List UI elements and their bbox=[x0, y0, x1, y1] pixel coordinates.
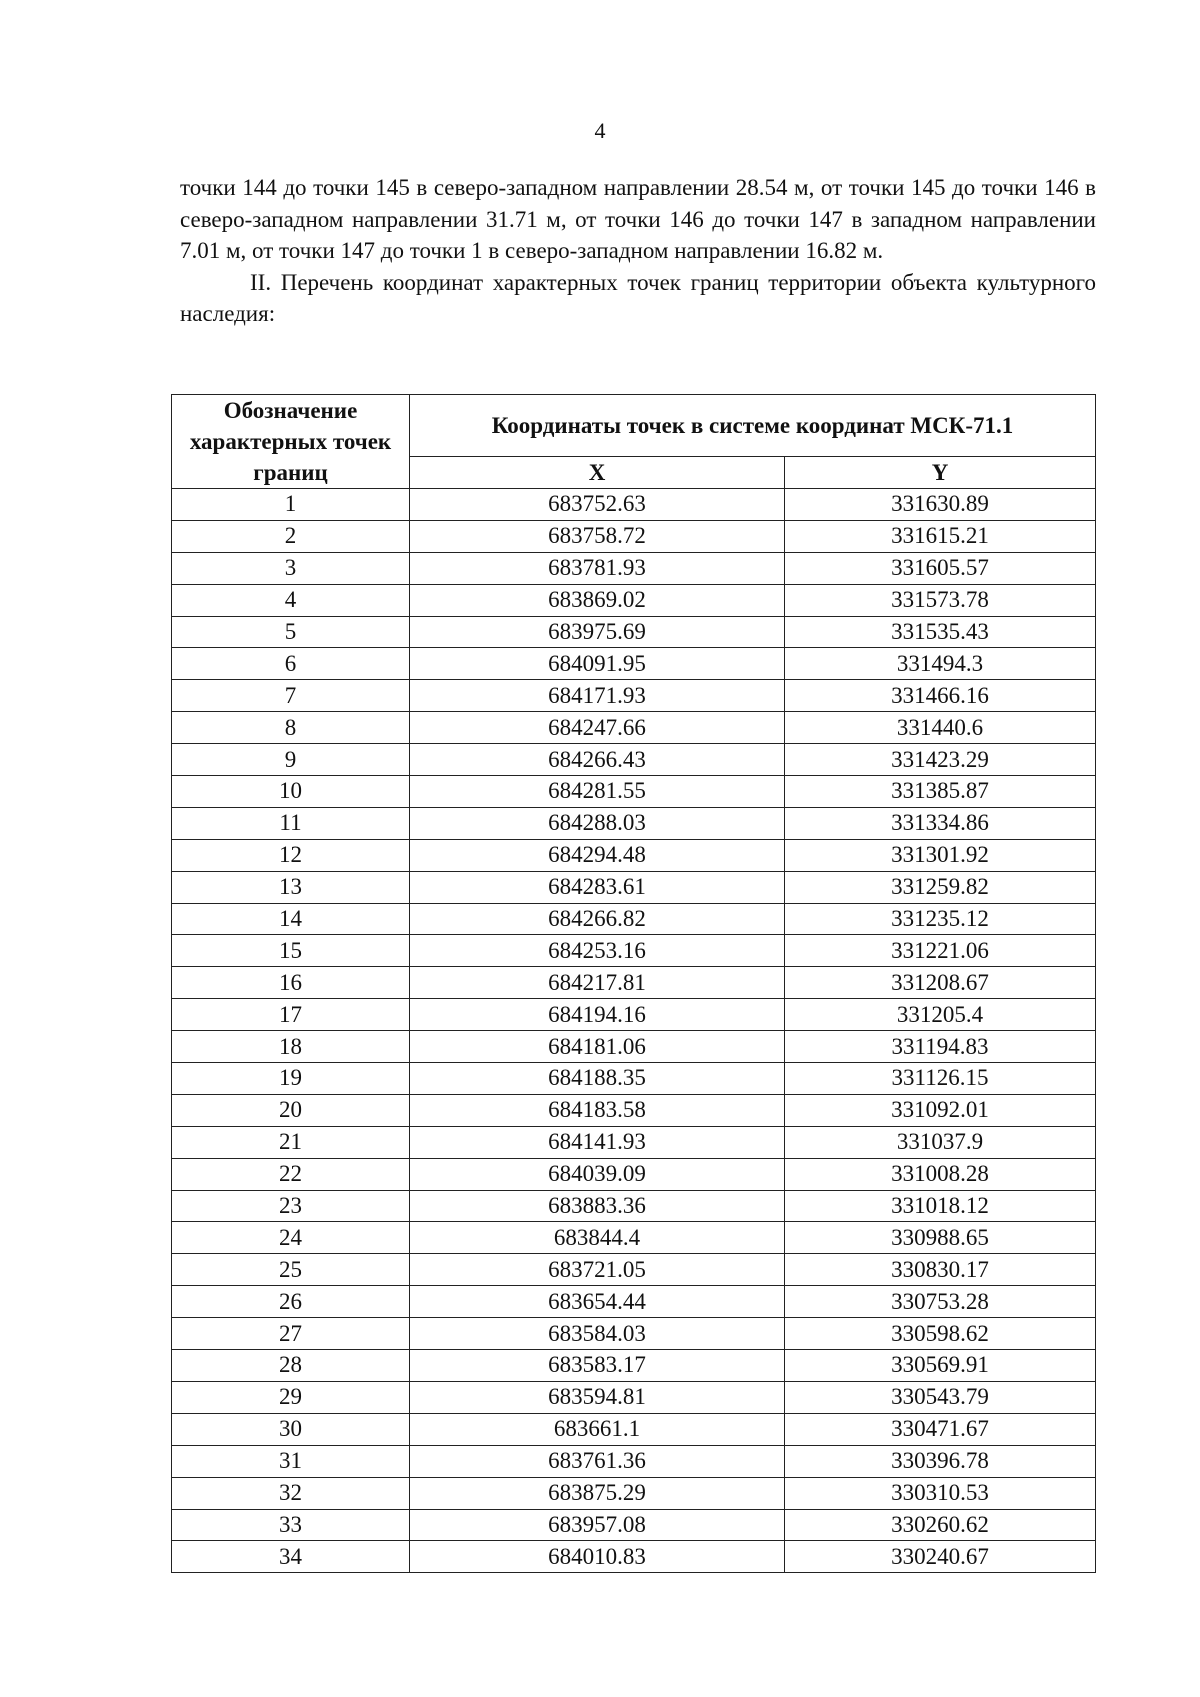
table-row bbox=[172, 839, 1096, 871]
cell-y: 331440.6 bbox=[785, 712, 1096, 744]
cell-y: 330753.28 bbox=[785, 1286, 1096, 1318]
cell-y: 331235.12 bbox=[785, 903, 1096, 935]
cell-y: 330310.53 bbox=[785, 1477, 1096, 1509]
cell-x: 684183.58 bbox=[410, 1094, 785, 1126]
cell-point-number: 34 bbox=[172, 1541, 410, 1573]
table-row bbox=[172, 744, 1096, 776]
intro-paragraph: точки 144 до точки 145 в северо-западном направлении 28.54 м, от точки 145 до точки 146 в северо-западном направлении 31.71 м, от точки 146 до точки 147 в западном направлении 7.01 м, от точки 147 до точки 1 в северо-западном направлении 16.82 м. bbox=[180, 175, 1096, 263]
cell-point-number: 11 bbox=[172, 807, 410, 839]
table-row bbox=[172, 1286, 1096, 1318]
table-row bbox=[172, 903, 1096, 935]
cell-y: 330569.91 bbox=[785, 1350, 1096, 1382]
cell-y: 330988.65 bbox=[785, 1222, 1096, 1254]
cell-x: 683721.05 bbox=[410, 1254, 785, 1286]
table-row bbox=[172, 1126, 1096, 1158]
table-row bbox=[172, 1445, 1096, 1477]
table-row bbox=[172, 1413, 1096, 1445]
cell-x: 684188.35 bbox=[410, 1063, 785, 1095]
cell-x: 684194.16 bbox=[410, 999, 785, 1031]
table-body bbox=[172, 489, 1096, 1573]
cell-y: 331535.43 bbox=[785, 616, 1096, 648]
page-number: 4 bbox=[594, 118, 606, 143]
cell-y: 330260.62 bbox=[785, 1509, 1096, 1541]
table-row bbox=[172, 1190, 1096, 1222]
header-y: Y bbox=[785, 457, 1096, 489]
header-point-designation: Обозначение характерных точек границ bbox=[172, 395, 410, 489]
cell-point-number: 7 bbox=[172, 680, 410, 712]
cell-x: 683758.72 bbox=[410, 520, 785, 552]
table-row bbox=[172, 1318, 1096, 1350]
cell-point-number: 2 bbox=[172, 520, 410, 552]
cell-point-number: 33 bbox=[172, 1509, 410, 1541]
cell-y: 331615.21 bbox=[785, 520, 1096, 552]
cell-x: 684217.81 bbox=[410, 967, 785, 999]
cell-point-number: 28 bbox=[172, 1350, 410, 1382]
table-row bbox=[172, 1158, 1096, 1190]
table-row bbox=[172, 1222, 1096, 1254]
cell-point-number: 1 bbox=[172, 489, 410, 521]
cell-x: 684039.09 bbox=[410, 1158, 785, 1190]
cell-x: 684266.82 bbox=[410, 903, 785, 935]
table-row bbox=[172, 967, 1096, 999]
cell-y: 330830.17 bbox=[785, 1254, 1096, 1286]
cell-point-number: 22 bbox=[172, 1158, 410, 1190]
table-row bbox=[172, 1381, 1096, 1413]
cell-y: 330543.79 bbox=[785, 1381, 1096, 1413]
table-row bbox=[172, 776, 1096, 808]
cell-x: 683594.81 bbox=[410, 1381, 785, 1413]
cell-point-number: 19 bbox=[172, 1063, 410, 1095]
cell-point-number: 18 bbox=[172, 1031, 410, 1063]
cell-point-number: 10 bbox=[172, 776, 410, 808]
table-row bbox=[172, 1541, 1096, 1573]
cell-y: 331334.86 bbox=[785, 807, 1096, 839]
cell-point-number: 27 bbox=[172, 1318, 410, 1350]
table-row bbox=[172, 648, 1096, 680]
cell-y: 331208.67 bbox=[785, 967, 1096, 999]
table-row bbox=[172, 871, 1096, 903]
cell-y: 331573.78 bbox=[785, 584, 1096, 616]
cell-point-number: 6 bbox=[172, 648, 410, 680]
table-row bbox=[172, 807, 1096, 839]
cell-y: 331205.4 bbox=[785, 999, 1096, 1031]
table-row bbox=[172, 935, 1096, 967]
cell-point-number: 20 bbox=[172, 1094, 410, 1126]
table-row bbox=[172, 1094, 1096, 1126]
cell-point-number: 3 bbox=[172, 552, 410, 584]
table-row bbox=[172, 489, 1096, 521]
table-row bbox=[172, 1477, 1096, 1509]
cell-point-number: 4 bbox=[172, 584, 410, 616]
cell-x: 683781.93 bbox=[410, 552, 785, 584]
cell-point-number: 5 bbox=[172, 616, 410, 648]
cell-point-number: 16 bbox=[172, 967, 410, 999]
cell-x: 684294.48 bbox=[410, 839, 785, 871]
cell-y: 331008.28 bbox=[785, 1158, 1096, 1190]
cell-y: 331018.12 bbox=[785, 1190, 1096, 1222]
cell-y: 331605.57 bbox=[785, 552, 1096, 584]
cell-point-number: 8 bbox=[172, 712, 410, 744]
cell-point-number: 9 bbox=[172, 744, 410, 776]
table-row bbox=[172, 999, 1096, 1031]
cell-x: 683752.63 bbox=[410, 489, 785, 521]
cell-x: 683883.36 bbox=[410, 1190, 785, 1222]
cell-y: 331092.01 bbox=[785, 1094, 1096, 1126]
cell-x: 683761.36 bbox=[410, 1445, 785, 1477]
cell-x: 683957.08 bbox=[410, 1509, 785, 1541]
cell-x: 683869.02 bbox=[410, 584, 785, 616]
cell-x: 684010.83 bbox=[410, 1541, 785, 1573]
table-row bbox=[172, 1254, 1096, 1286]
cell-point-number: 14 bbox=[172, 903, 410, 935]
cell-y: 331630.89 bbox=[785, 489, 1096, 521]
cell-x: 684171.93 bbox=[410, 680, 785, 712]
cell-point-number: 32 bbox=[172, 1477, 410, 1509]
cell-point-number: 15 bbox=[172, 935, 410, 967]
cell-point-number: 13 bbox=[172, 871, 410, 903]
cell-y: 331466.16 bbox=[785, 680, 1096, 712]
intro-text bbox=[180, 172, 1096, 330]
table-row bbox=[172, 520, 1096, 552]
cell-y: 331423.29 bbox=[785, 744, 1096, 776]
cell-x: 684181.06 bbox=[410, 1031, 785, 1063]
header-x: X bbox=[410, 457, 785, 489]
cell-point-number: 12 bbox=[172, 839, 410, 871]
cell-y: 331385.87 bbox=[785, 776, 1096, 808]
coordinates-table-container bbox=[171, 394, 1095, 1573]
cell-x: 684281.55 bbox=[410, 776, 785, 808]
cell-y: 331126.15 bbox=[785, 1063, 1096, 1095]
cell-x: 684091.95 bbox=[410, 648, 785, 680]
cell-x: 683975.69 bbox=[410, 616, 785, 648]
table-row bbox=[172, 1063, 1096, 1095]
cell-y: 330396.78 bbox=[785, 1445, 1096, 1477]
cell-point-number: 31 bbox=[172, 1445, 410, 1477]
cell-x: 684247.66 bbox=[410, 712, 785, 744]
cell-x: 683583.17 bbox=[410, 1350, 785, 1382]
section-heading-paragraph: II. Перечень координат характерных точек границ территории объекта культурного наследия: bbox=[180, 269, 1096, 326]
cell-x: 683654.44 bbox=[410, 1286, 785, 1318]
cell-point-number: 23 bbox=[172, 1190, 410, 1222]
table-row bbox=[172, 712, 1096, 744]
table-row bbox=[172, 1350, 1096, 1382]
cell-x: 684283.61 bbox=[410, 871, 785, 903]
cell-x: 684288.03 bbox=[410, 807, 785, 839]
table-row bbox=[172, 584, 1096, 616]
cell-y: 330240.67 bbox=[785, 1541, 1096, 1573]
cell-x: 683844.4 bbox=[410, 1222, 785, 1254]
cell-x: 683584.03 bbox=[410, 1318, 785, 1350]
table-row bbox=[172, 1031, 1096, 1063]
cell-y: 330598.62 bbox=[785, 1318, 1096, 1350]
cell-x: 684253.16 bbox=[410, 935, 785, 967]
table-row bbox=[172, 680, 1096, 712]
cell-y: 331301.92 bbox=[785, 839, 1096, 871]
coordinates-table bbox=[171, 394, 1096, 1573]
cell-y: 331194.83 bbox=[785, 1031, 1096, 1063]
table-row bbox=[172, 616, 1096, 648]
cell-x: 684266.43 bbox=[410, 744, 785, 776]
cell-point-number: 24 bbox=[172, 1222, 410, 1254]
header-coordinates: Координаты точек в системе координат МСК-71.1 bbox=[410, 395, 1096, 457]
cell-point-number: 29 bbox=[172, 1381, 410, 1413]
table-row bbox=[172, 552, 1096, 584]
cell-y: 331037.9 bbox=[785, 1126, 1096, 1158]
cell-x: 683661.1 bbox=[410, 1413, 785, 1445]
cell-x: 684141.93 bbox=[410, 1126, 785, 1158]
cell-point-number: 26 bbox=[172, 1286, 410, 1318]
cell-point-number: 21 bbox=[172, 1126, 410, 1158]
cell-point-number: 25 bbox=[172, 1254, 410, 1286]
cell-point-number: 30 bbox=[172, 1413, 410, 1445]
cell-y: 330471.67 bbox=[785, 1413, 1096, 1445]
cell-point-number: 17 bbox=[172, 999, 410, 1031]
cell-y: 331259.82 bbox=[785, 871, 1096, 903]
cell-y: 331494.3 bbox=[785, 648, 1096, 680]
table-row bbox=[172, 1509, 1096, 1541]
cell-y: 331221.06 bbox=[785, 935, 1096, 967]
cell-x: 683875.29 bbox=[410, 1477, 785, 1509]
